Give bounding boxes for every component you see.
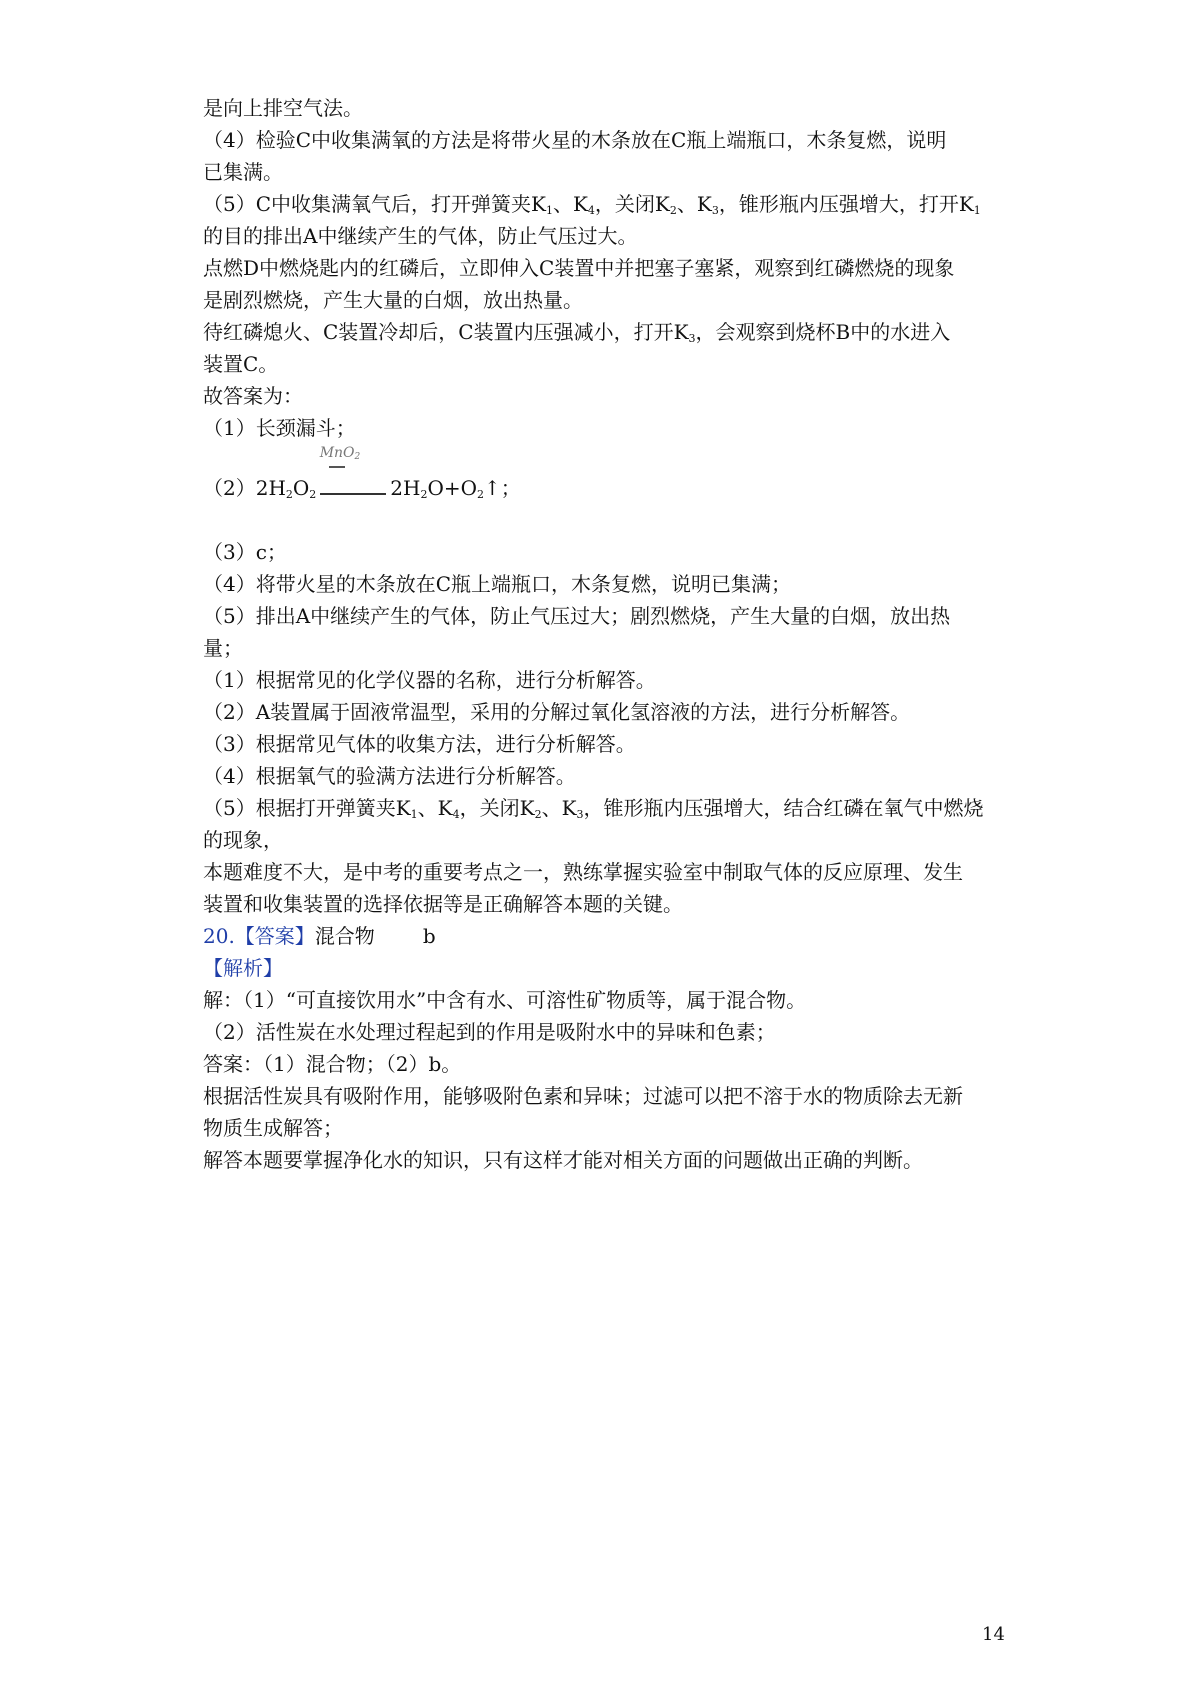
text-line: 故答案为： — [203, 384, 303, 408]
chemical-equation — [203, 444, 1003, 508]
page-number: 14 — [982, 1624, 1005, 1645]
text-line: （4）检验C中收集满氧的方法是将带火星的木条放在C瓶上端瓶口，木条复燃，说明 — [203, 128, 947, 152]
text-line: （2）活性炭在水处理过程起到的作用是吸附水中的异味和色素； — [203, 1020, 776, 1044]
text-line: 装置和收集装置的选择依据等是正确解答本题的关键。 — [203, 892, 683, 916]
text-line: （2）A装置属于固液常温型，采用的分解过氧化氢溶液的方法，进行分析解答。 — [203, 700, 911, 724]
equation-row: $(2)2H_2O_2$ $2H_2O+O_2↑$； — [203, 476, 521, 501]
answer-line: 20.【答案】混合物 b — [203, 924, 436, 948]
text-line: 解：（1）“可直接饮用水”中含有水、可溶性矿物质等，属于混合物。 — [203, 988, 807, 1012]
text-line: （5）根据打开弹簧夹$K_1$、$K_4$，关闭$K_2$、$K_3$，锥形瓶内压强增大，结合红磷在氧气中燃烧 — [203, 796, 984, 821]
text-line: 是向上排空气法。 — [203, 96, 363, 120]
text-line: 根据活性炭具有吸附作用，能够吸附色素和异味；过滤可以把不溶于水的物质除去无新 — [203, 1084, 963, 1108]
text-line: （3）根据常见气体的收集方法，进行分析解答。 — [203, 732, 636, 756]
text-line: 是剧烈燃烧，产生大量的白烟，放出热量。 — [203, 288, 583, 312]
equation-condition-mark — [329, 466, 345, 468]
text-line: （1）根据常见的化学仪器的名称，进行分析解答。 — [203, 668, 656, 692]
catalyst-label: MnO$_2$ — [319, 445, 361, 462]
reaction-arrow-line — [320, 479, 386, 495]
text-line: 的目的排出A中继续产生的气体，防止气压过大。 — [203, 224, 638, 248]
answer-tag: 20.【答案】 — [203, 924, 315, 948]
text-line: 已集满。 — [203, 160, 283, 184]
text-line: 答案：（1）混合物；（2）b。 — [203, 1052, 462, 1076]
text-line: （3）c； — [203, 540, 287, 564]
text-line: 的现象， — [203, 828, 283, 852]
analysis-tag: 【解析】 — [203, 956, 283, 980]
page-content — [203, 92, 1003, 1176]
text-line: （5）C中收集满氧气后，打开弹簧夹$K_1$、$K_4$，关闭$K_2$、$K_3$，锥形瓶内压强增大，打开$K_1$ — [203, 192, 981, 217]
text-line: 本题难度不大，是中考的重要考点之一，熟练掌握实验室中制取气体的反应原理、发生 — [203, 860, 963, 884]
text-line: （4）将带火星的木条放在C瓶上端瓶口，木条复燃，说明已集满； — [203, 572, 792, 596]
text-line: 解答本题要掌握净化水的知识，只有这样才能对相关方面的问题做出正确的判断。 — [203, 1148, 923, 1172]
text-line: 物质生成解答； — [203, 1116, 343, 1140]
text-line: （1）长颈漏斗； — [203, 416, 356, 440]
text-line: 量； — [203, 636, 243, 660]
text-line: （4）根据氧气的验满方法进行分析解答。 — [203, 764, 576, 788]
text-line: 待红磷熄火、C装置冷却后，C装置内压强减小，打开$K_3$，会观察到烧杯B中的水进入 — [203, 320, 951, 345]
text-line: 点燃D中燃烧匙内的红磷后，立即伸入C装置中并把塞子塞紧，观察到红磷燃烧的现象 — [203, 256, 955, 280]
text-line: （5）排出A中继续产生的气体，防止气压过大；剧烈燃烧，产生大量的白烟，放出热 — [203, 604, 951, 628]
text-line: 装置C。 — [203, 352, 279, 376]
